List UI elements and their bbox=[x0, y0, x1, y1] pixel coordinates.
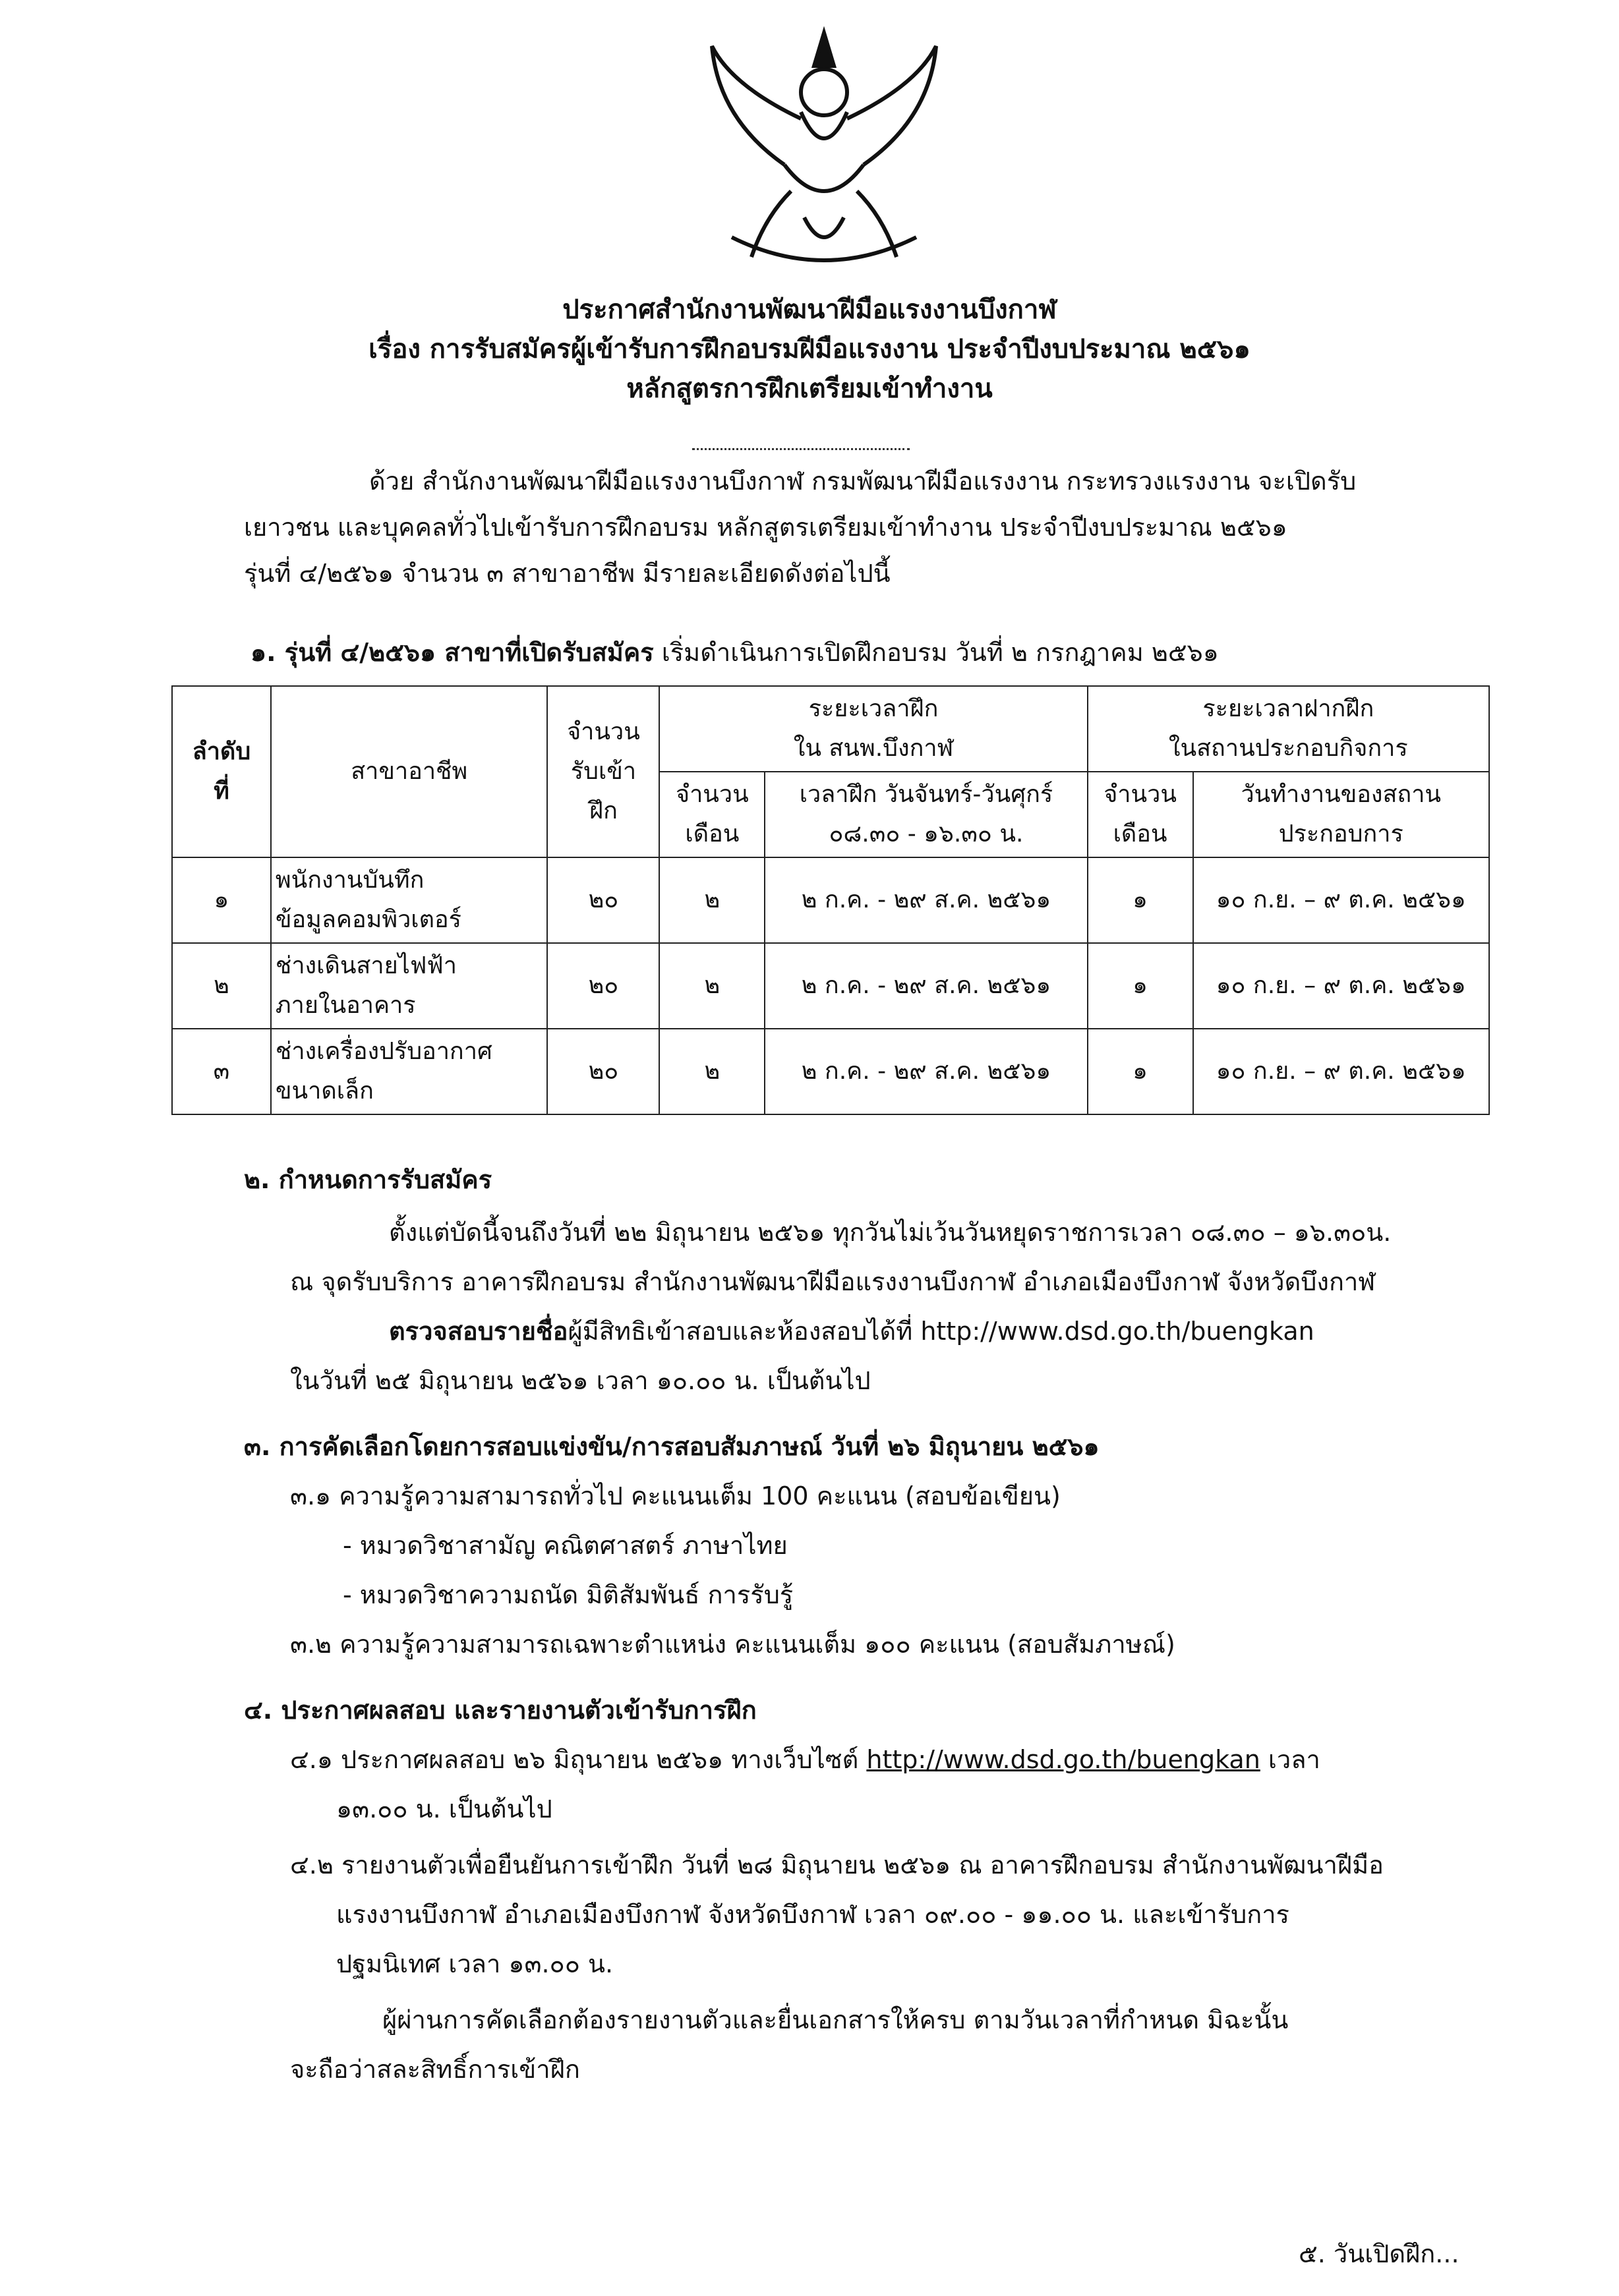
section3-bullet-2: - หมวดวิชาความถนัด มิติสัมพันธ์ การรับรู้ bbox=[343, 1580, 794, 1609]
section4-title: ๔. ประกาศผลสอบ และรายงานตัวเข้ารับการฝึก bbox=[244, 1696, 757, 1725]
header-internship-date: วันทำงานของสถาน ประกอบการ bbox=[1193, 772, 1489, 857]
header-training-period: ระยะเวลาฝึก ใน สนพ.บึงกาฬ bbox=[659, 686, 1087, 772]
check-list-label: ตรวจสอบรายชื่อ bbox=[389, 1317, 568, 1346]
continued-footer: ๕. วันเปิดฝึก... bbox=[1299, 2239, 1459, 2268]
section1-desc: เริ่มดำเนินการเปิดฝึกอบรม วันที่ ๒ กรกฎาคม ๒๕๖๑ bbox=[661, 638, 1219, 667]
training-schedule-table bbox=[171, 685, 1490, 1115]
section4-item-1: ๔.๑ ประกาศผลสอบ ๒๖ มิถุนายน ๒๕๖๑ ทางเว็บไซต์ http://www.dsd.go.th/buengkan เวลา bbox=[290, 1745, 1320, 1774]
section4-item-2-cont-2: ปฐมนิเทศ เวลา ๑๓.๐๐ น. bbox=[336, 1949, 614, 1978]
header-training-months: จำนวน เดือน bbox=[659, 772, 765, 857]
intro-line-2: เยาวชน และบุคคลทั่วไปเข้ารับการฝึกอบรม หลักสูตรเตรียมเข้าทำงาน ประจำปีงบประมาณ ๒๕๖๑ bbox=[244, 513, 1287, 542]
section4-item-2: ๔.๒ รายงานตัวเพื่อยืนยันการเข้าฝึก วันที่ ๒๘ มิถุนายน ๒๕๖๑ ณ อาคารฝึกอบรม สำนักงานพัฒนาฝีมือ bbox=[290, 1851, 1384, 1880]
dotted-divider bbox=[692, 448, 910, 450]
note-line-1: ผู้ผ่านการคัดเลือกต้องรายงานตัวและยื่นเอกสารให้ครบ ตามวันเวลาที่กำหนด มิฉะนั้น bbox=[382, 2005, 1289, 2034]
section2-line-3 bbox=[389, 1311, 1314, 1351]
dsd-website-link[interactable]: http://www.dsd.go.th/buengkan bbox=[866, 1745, 1260, 1774]
section2-line-1: ตั้งแต่บัดนี้จนถึงวันที่ ๒๒ มิถุนายน ๒๕๖๑ ทุกวันไม่เว้นวันหยุดราชการเวลา ๐๘.๓๐ – ๑๖.๓๐น. bbox=[389, 1218, 1392, 1247]
check-list-text: ผู้มีสิทธิเข้าสอบและห้องสอบได้ที่ http://www.dsd.go.th/buengkan bbox=[568, 1317, 1314, 1346]
header-internship-period: ระยะเวลาฝากฝึก ในสถานประกอบกิจการ bbox=[1088, 686, 1489, 772]
note-line-2: จะถือว่าสละสิทธิ์การเข้าฝึก bbox=[290, 2055, 580, 2084]
table-row: ๑ พนักงานบันทึก ข้อมูลคอมพิวเตอร์ ๒๐ ๒ ๒ ก.ค. - ๒๙ ส.ค. ๒๕๖๑ ๑ ๑๐ ก.ย. – ๙ ต.ค. ๒๕๖๑ bbox=[172, 857, 1489, 943]
section3-bullet-1: - หมวดวิชาสามัญ คณิตศาสตร์ ภาษาไทย bbox=[343, 1531, 788, 1560]
section2-line-2: ณ จุดรับบริการ อาคารฝึกอบรม สำนักงานพัฒนาฝีมือแรงงานบึงกาฬ อำเภอเมืองบึงกาฬ จังหวัดบึงกาฬ bbox=[290, 1267, 1376, 1296]
section2-line-4: ในวันที่ ๒๕ มิถุนายน ๒๕๖๑ เวลา ๑๐.๐๐ น. เป็นต้นไป bbox=[290, 1366, 871, 1395]
announcement-subject: เรื่อง การรับสมัครผู้เข้ารับการฝึกอบรมฝีมือแรงงาน ประจำปีงบประมาณ ๒๕๖๑ bbox=[368, 334, 1251, 364]
header-internship-months: จำนวน เดือน bbox=[1088, 772, 1193, 857]
header-training-time: เวลาฝึก วันจันทร์-วันศุกร์ ๐๘.๓๐ - ๑๖.๓๐ น. bbox=[765, 772, 1087, 857]
section1-heading bbox=[250, 633, 1219, 672]
section3-title: ๓. การคัดเลือกโดยการสอบแข่งขัน/การสอบสัมภาษณ์ วันที่ ๒๖ มิถุนายน ๒๕๖๑ bbox=[244, 1432, 1100, 1461]
section4-item-2-cont-1: แรงงานบึงกาฬ อำเภอเมืองบึงกาฬ จังหวัดบึงกาฬ เวลา ๐๙.๐๐ - ๑๑.๐๐ น. และเข้ารับการ bbox=[336, 1900, 1289, 1929]
intro-line-1: ด้วย สำนักงานพัฒนาฝีมือแรงงานบึงกาฬ กรมพัฒนาฝีมือแรงงาน กระทรวงแรงงาน จะเปิดรับ bbox=[369, 467, 1357, 496]
intro-line-3: รุ่นที่ ๔/๒๕๖๑ จำนวน ๓ สาขาอาชีพ มีรายละเอียดดังต่อไปนี้ bbox=[244, 559, 891, 588]
table-row: ๒ ช่างเดินสายไฟฟ้า ภายในอาคาร ๒๐ ๒ ๒ ก.ค. - ๒๙ ส.ค. ๒๕๖๑ ๑ ๑๐ ก.ย. – ๙ ต.ค. ๒๕๖๑ bbox=[172, 943, 1489, 1029]
section1-title: ๑. รุ่นที่ ๔/๒๕๖๑ สาขาที่เปิดรับสมัคร bbox=[250, 638, 654, 667]
header-no: ลำดับ ที่ bbox=[172, 686, 271, 857]
announcement-title: ประกาศสำนักงานพัฒนาฝีมือแรงงานบึงกาฬ bbox=[562, 295, 1057, 325]
section4-item-1-cont: ๑๓.๐๐ น. เป็นต้นไป bbox=[336, 1794, 552, 1823]
garuda-emblem-icon bbox=[692, 20, 956, 283]
table-header-row bbox=[172, 686, 1489, 772]
header-branch: สาขาอาชีพ bbox=[271, 686, 548, 857]
section2-title: ๒. กำหนดการรับสมัคร bbox=[244, 1165, 492, 1194]
header-count: จำนวน รับเข้า ฝึก bbox=[547, 686, 659, 857]
section3-item-1: ๓.๑ ความรู้ความสามารถทั่วไป คะแนนเต็ม 100 คะแนน (สอบข้อเขียน) bbox=[290, 1481, 1061, 1510]
section3-item-2: ๓.๒ ความรู้ความสามารถเฉพาะตำแหน่ง คะแนนเต็ม ๑๐๐ คะแนน (สอบสัมภาษณ์) bbox=[290, 1630, 1175, 1659]
table-row: ๓ ช่างเครื่องปรับอากาศ ขนาดเล็ก ๒๐ ๒ ๒ ก.ค. - ๒๙ ส.ค. ๒๕๖๑ ๑ ๑๐ ก.ย. – ๙ ต.ค. ๒๕๖๑ bbox=[172, 1029, 1489, 1114]
course-name: หลักสูตรการฝึกเตรียมเข้าทำงาน bbox=[626, 374, 993, 404]
